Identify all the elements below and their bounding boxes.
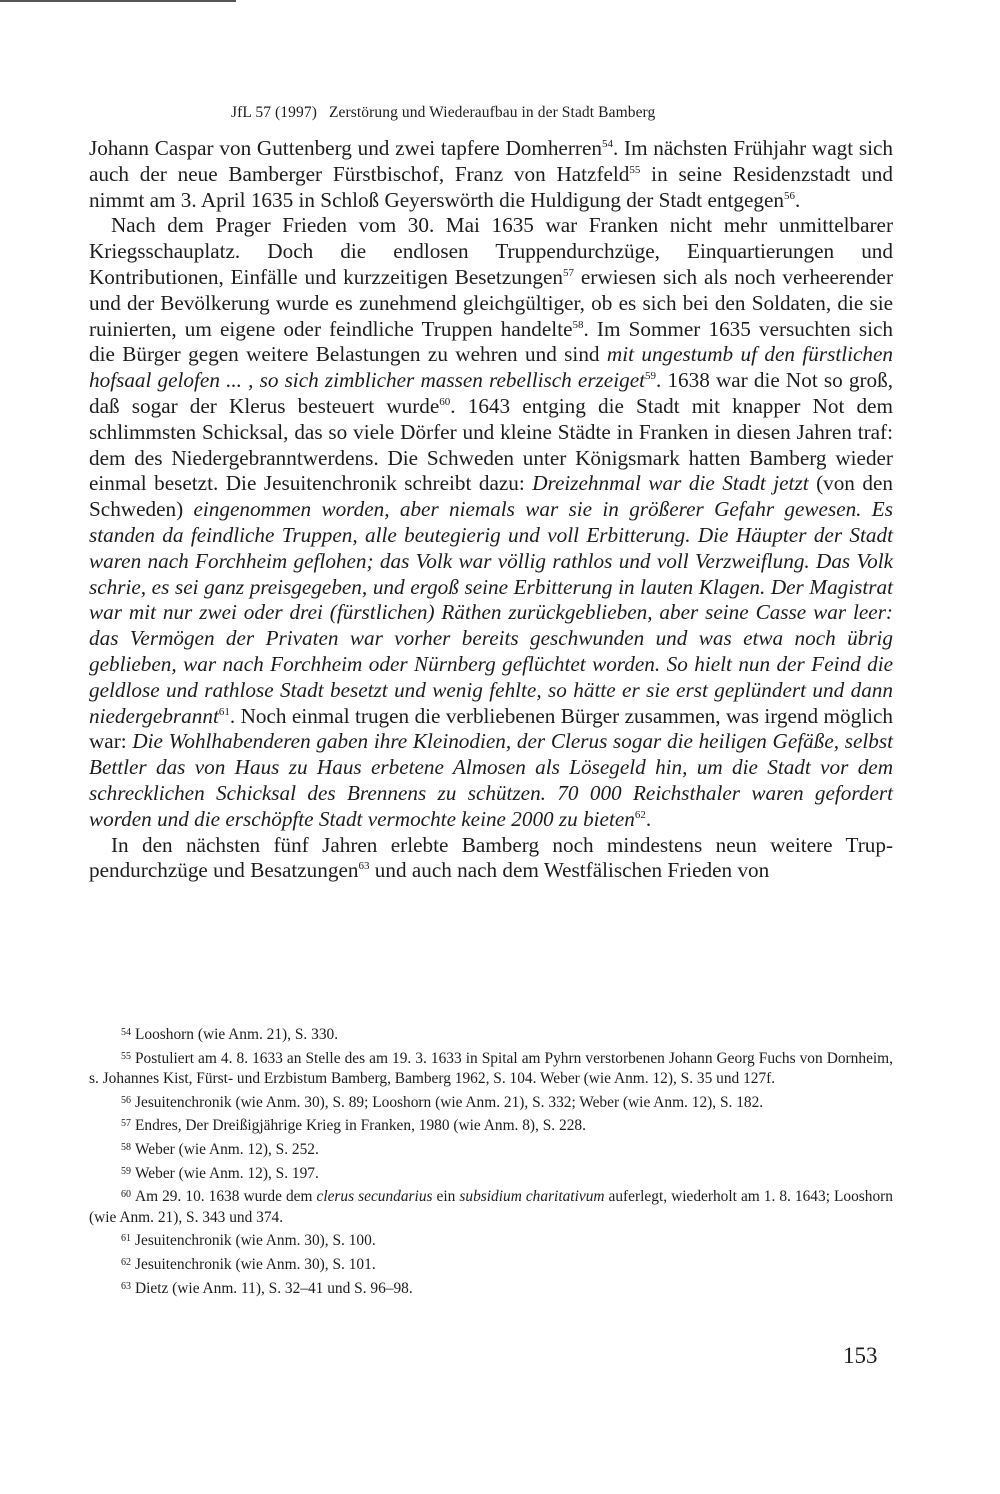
footnote-ref[interactable]: 59: [644, 370, 656, 383]
text-run: und auch nach dem Westfälischen Frieden von: [369, 858, 770, 883]
text-run: Jesuitenchronik (wie Anm. 30), S. 101.: [135, 1255, 376, 1273]
quotation-text: Die Wohlhabenderen gaben ihre Kleinodien, der Clerus sogar die heiligen Gefäße, selbst Bettler das von Haus zu Haus erbetene Almosen als Lösegeld hin, um die Stadt vor dem schrecklichen Schicksal des Brennens zu schützen. 70 000 Reichsthaler waren gefordert worden und die erschöpfte Stadt vermochte keine 2000 zu bieten: [89, 729, 893, 831]
footnote-number: 58: [121, 1141, 131, 1153]
footnote: [89, 1231, 893, 1252]
footnote-ref[interactable]: 56: [783, 189, 795, 202]
article-title: Zerstörung und Wiederaufbau in der Stadt Bamberg: [328, 104, 656, 121]
footnote: [89, 1140, 893, 1161]
footnote: [89, 1164, 893, 1185]
footnote-ref[interactable]: 57: [563, 266, 574, 279]
text-run: Endres, Der Dreißigjährige Krieg in Franken, 1980 (wie Anm. 8), S. 228.: [135, 1117, 586, 1135]
text-run: Nach dem Prager Frieden vom 30. Mai 1635 war Franken nicht mehr unmittelbarer Kriegsschauplatz. Doch die endlosen Truppendurchzüge, Einquartierungen und Kontributionen, Einfälle und kurzzeitigen Besetzungen: [89, 213, 893, 289]
footnote-number: 55: [121, 1050, 131, 1062]
text-run: . 1638 war die Not so groß, daß sogar der Klerus besteuert wurde: [89, 368, 893, 418]
quotation-text: subsidium charitativum: [459, 1188, 605, 1206]
quotation-text: eingenommen worden, aber niemals war sie in größerer Gefahr gewesen. Es standen da feindliche Truppen, alle beutegierig und voll Erbitterung. Die Häupter der Stadt waren nach Forchheim geflohen; das Volk war völlig rathlos und voll Verzweiflung. Das Volk schrie, es sei ganz preisgegeben, und ergoß seine Erbitterung in lauten Klagen. Der Magistrat war mit nur zwei oder drei (fürstlichen) Räthen zurückgeblieben, aber seine Casse war leer: das Vermögen der Privaten war vorher bereits geschwunden und was etwa noch übrig geblieben, war nach Forchheim oder Nürnberg geflüchtet worden. So hielt nun der Feind die geldlose und rathlose Stadt besetzt und wenig fehlte, so hätte er sie erst geplündert und dann niedergebrannt: [89, 497, 893, 728]
text-run: . Im Sommer 1635 versuchten sich die Bürger gegen weitere Belastungen zu wehren und sind: [89, 316, 893, 367]
footnote-number: 56: [121, 1094, 131, 1106]
footnote: [89, 1279, 893, 1300]
footnote-number: 59: [121, 1165, 131, 1177]
text-run: Weber (wie Anm. 12), S. 252.: [135, 1140, 319, 1158]
footnote-ref[interactable]: 54: [601, 138, 613, 150]
text-run: . 1643 entging die Stadt mit knapper Not dem schlimmsten Schicksal, das so viele Dörfer und kleine Städte in Franken in diesen Jahren traf: dem des Niedergebranntwerdens. Die Schweden unter Königsmark hatten Bamberg wieder einmal besetzt. Die Jesuitenchronik schreibt dazu:: [89, 393, 893, 496]
footnote-number: 62: [121, 1256, 131, 1268]
text-run: ein: [432, 1188, 460, 1206]
footnote-number: 61: [121, 1233, 131, 1245]
text-run: . Noch einmal trugen die verbliebenen Bürger zusammen, was irgend möglich war:: [89, 703, 893, 754]
footnote-number: 63: [121, 1280, 131, 1292]
text-run: In den nächsten fünf Jahren erlebte Bamberg noch mindestens neun weitere Truppendurchzüge und Besatzungen: [89, 832, 893, 883]
footnote: [89, 1049, 893, 1090]
footnote-number: 57: [121, 1118, 131, 1130]
running-header: [231, 104, 655, 122]
footnote-number: 54: [121, 1027, 131, 1038]
text-run: .: [794, 187, 801, 212]
journal-citation: JfL 57 (1997): [231, 104, 317, 121]
text-run: Am 29. 10. 1638 wurde dem: [135, 1188, 317, 1206]
paragraph: [89, 213, 893, 832]
text-run: Looshorn (wie Anm. 21), S. 330.: [135, 1026, 339, 1043]
footnote-ref[interactable]: 62: [634, 808, 646, 821]
footnote: [89, 1025, 893, 1046]
footnote: [89, 1187, 893, 1228]
text-run: . Im nächsten Frühjahr wagt sich auch der neue Bamberger Fürstbischof, Franz von Hatzfeld: [89, 136, 893, 186]
footnote: [89, 1116, 893, 1137]
text-run: Jesuitenchronik (wie Anm. 30), S. 100.: [135, 1232, 376, 1250]
paragraph: [89, 833, 893, 885]
footnote-ref[interactable]: 60: [439, 395, 451, 408]
footnote: [89, 1255, 893, 1276]
quotation-text: mit ungestumb uf den fürstlichen hofsaal gelofen ... , so sich zimblicher massen rebellisch erzeiget: [89, 342, 893, 393]
footnote: [89, 1093, 893, 1114]
footnote-ref[interactable]: 63: [358, 860, 370, 873]
body-text: [89, 136, 893, 884]
text-run: auferlegt, wiederholt am 1. 8. 1643; Looshorn (wie Anm. 21), S. 343 und 374.: [89, 1188, 893, 1226]
quotation-text: Dreizehnmal war die Stadt jetzt: [532, 471, 809, 496]
paragraph: [89, 136, 893, 213]
footnote-ref[interactable]: 58: [572, 318, 584, 331]
text-run: (von den Schweden): [89, 471, 893, 522]
text-run: Dietz (wie Anm. 11), S. 32–41 und S. 96–98.: [135, 1279, 413, 1297]
text-run: in seine Residenzstadt und nimmt am 3. April 1635 in Schloß Geyerswörth die Huldigung der Stadt entgegen: [89, 161, 893, 212]
scan-edge-line: [0, 0, 236, 2]
text-run: Weber (wie Anm. 12), S. 197.: [135, 1164, 319, 1182]
footnote-ref[interactable]: 61: [218, 705, 230, 718]
text-run: .: [645, 806, 652, 831]
page-number: 153: [843, 1343, 878, 1368]
text-run: Johann Caspar von Guttenberg und zwei tapfere Domherren: [89, 136, 602, 160]
text-run: Postuliert am 4. 8. 1633 an Stelle des am 19. 3. 1633 in Spital am Pyhrn verstorbenen Johann Georg Fuchs von Dornheim, s. Johannes Kist, Fürst- und Erzbistum Bamberg, Bamberg 1962, S. 104. Weber (wie Anm. 12), S. 35 und 127f.: [89, 1049, 893, 1088]
text-run: erwiesen sich als noch verheerender und der Bevölkerung wurde es zunehmend gleichgültiger, ob es sich bei den Soldaten, die sie ruinierten, um eigene oder feindliche Truppen handelte: [89, 264, 893, 341]
text-run: Jesuitenchronik (wie Anm. 30), S. 89; Looshorn (wie Anm. 21), S. 332; Weber (wie Anm. 12), S. 182.: [135, 1093, 764, 1111]
quotation-text: clerus secundarius: [316, 1188, 433, 1206]
footnote-ref[interactable]: 55: [629, 163, 641, 176]
footnotes: [89, 1025, 893, 1302]
footnote-number: 60: [121, 1189, 131, 1201]
